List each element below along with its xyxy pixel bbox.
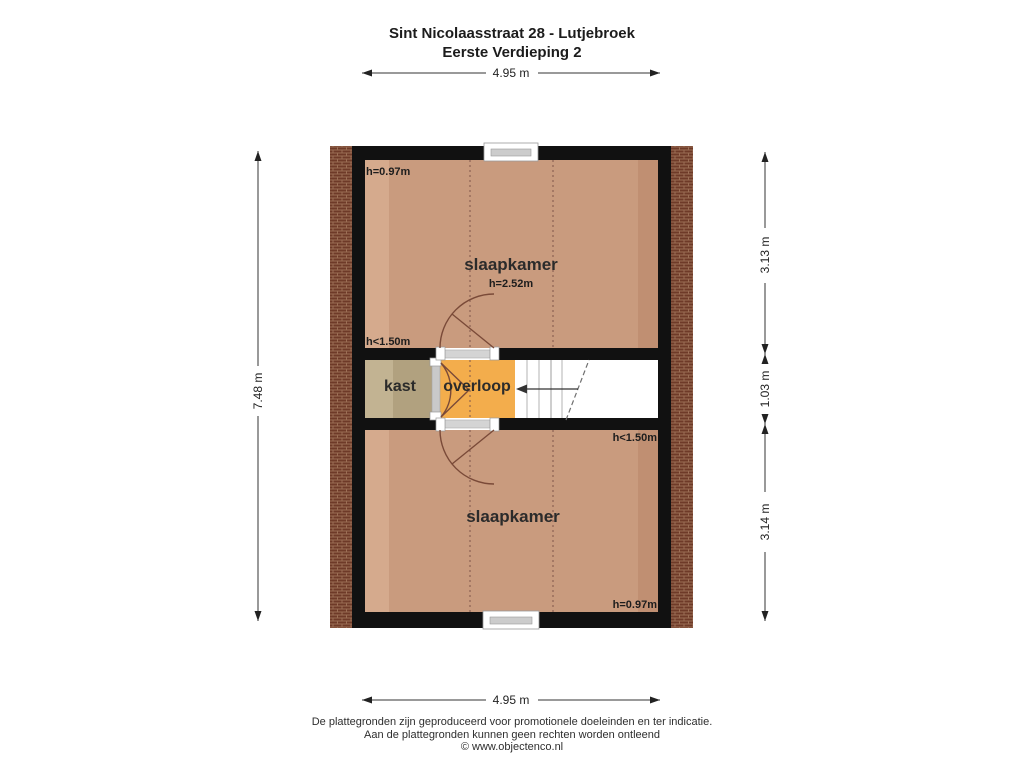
window-bottom-glass bbox=[490, 617, 532, 624]
wall-mid-upper-right bbox=[494, 348, 671, 360]
bedroom-bottom-floor-dark-band bbox=[638, 430, 658, 612]
bedroom-bottom-label: slaapkamer bbox=[466, 507, 560, 526]
plan-title-line2: Eerste Verdieping 2 bbox=[442, 44, 582, 61]
wall-right bbox=[658, 146, 671, 628]
bedroom-top-floor bbox=[365, 160, 658, 348]
dimension-bottom: 4.95 m bbox=[492, 693, 530, 707]
dimension-top: 4.95 m bbox=[492, 66, 530, 80]
dimension-left: 7.48 m bbox=[251, 372, 265, 410]
wall-mid-lower-left bbox=[352, 418, 438, 430]
bedroom-top-floor-dark-band bbox=[638, 160, 658, 348]
height-label-mid-left: h<1.50m bbox=[366, 336, 411, 348]
bedroom-bottom-floor-light-band bbox=[365, 430, 389, 612]
wall-mid-upper-left bbox=[352, 348, 438, 360]
wall-mid-lower-right bbox=[494, 418, 671, 430]
window-top-glass bbox=[491, 149, 531, 156]
landing-label: overloop bbox=[443, 378, 511, 395]
bedroom-top-label: slaapkamer bbox=[464, 255, 558, 274]
footer-line2: Aan de plattegronden kunnen geen rechten worden ontleend bbox=[363, 728, 660, 741]
roof-hatch-left bbox=[330, 146, 352, 628]
dimension-right-bottom: 3.14 m bbox=[758, 503, 772, 541]
height-label-bottom-right: h=0.97m bbox=[612, 599, 657, 611]
dimension-right-middle: 1.03 m bbox=[758, 370, 772, 408]
roof-hatch-right bbox=[671, 146, 693, 628]
footer-disclaimer bbox=[0, 716, 1024, 754]
dimension-right-top: 3.13 m bbox=[758, 236, 772, 274]
height-label-mid-right: h<1.50m bbox=[612, 432, 657, 444]
footer-line3: © www.objectenco.nl bbox=[460, 741, 564, 753]
plan-title-line1: Sint Nicolaasstraat 28 - Lutjebroek bbox=[389, 25, 635, 42]
height-label-top-left: h=0.97m bbox=[366, 166, 411, 178]
footer-line1: De plattegronden zijn geproduceerd voor promotionele doeleinden en ter indicatie. bbox=[311, 716, 713, 728]
door-opening-bottom bbox=[436, 418, 499, 431]
door-opening-top bbox=[436, 347, 499, 360]
bedroom-top-height: h=2.52m bbox=[488, 278, 534, 290]
bedroom-top-floor-light-band bbox=[365, 160, 389, 348]
closet-label: kast bbox=[383, 378, 417, 395]
wall-left bbox=[352, 146, 365, 628]
